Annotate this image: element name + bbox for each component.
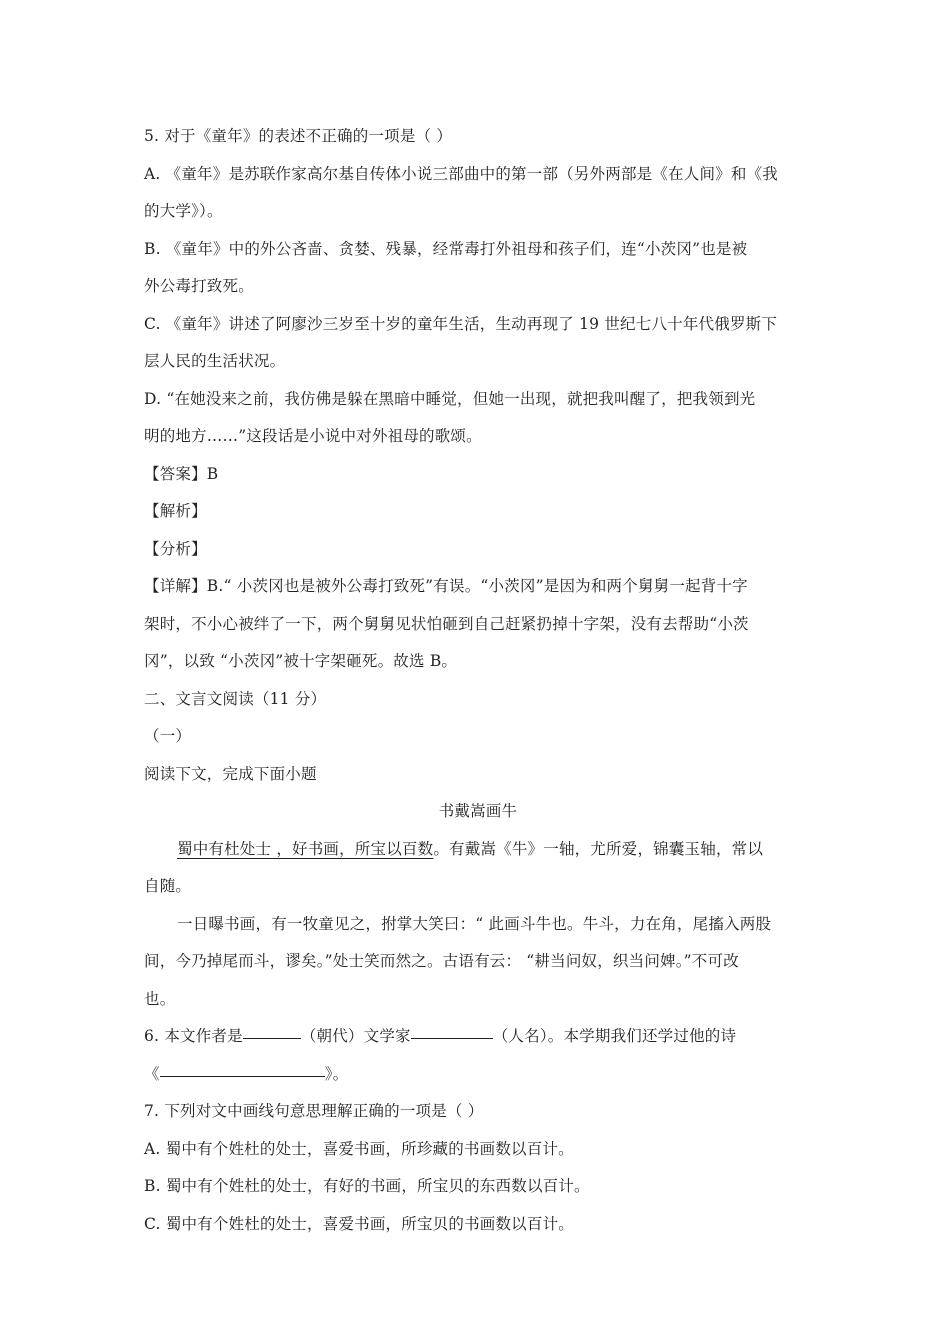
passage-p1-rest: 。有戴嵩《牛》一轴，尤所爱，锦囊玉轴，常以 xyxy=(433,839,764,858)
q5-option-a-line1: A. 《童年》是苏联作家高尔基自传体小说三部曲中的第一部（另外两部是《在人间》和《我 xyxy=(144,164,778,183)
q6-part-b: （朝代）文学家 xyxy=(300,1027,411,1045)
section-2-instruction: 阅读下文，完成下面小题 xyxy=(144,764,317,783)
q7-option-c: C. 蜀中有个姓杜的处士，喜爱书画，所宝贝的书画数以百计。 xyxy=(144,1214,574,1233)
q5-option-b-line1: B. 《童年》中的外公吝啬、贪婪、残暴，经常毒打外祖母和孩子们，连“小茨冈”也是被 xyxy=(144,239,748,258)
q5-fenxi-label: 【分析】 xyxy=(144,539,207,558)
document-page xyxy=(144,118,812,1243)
question-6-line1 xyxy=(144,1018,812,1056)
q5-option-c-line1: C. 《童年》讲述了阿廖沙三岁至十岁的童年生活，生动再现了 19 世纪七八十年代俄罗斯下 xyxy=(144,314,778,333)
q7-option-a: A. 蜀中有个姓杜的处士，喜爱书画，所珍藏的书画数以百计。 xyxy=(144,1139,574,1158)
passage-p2-line2: 间，今乃掉尾而斗，谬矣。”处士笑而然之。古语有云： “耕当问奴，织当问婢。”不可改 xyxy=(144,952,739,970)
q7-option-b: B. 蜀中有个姓杜的处士，有好的书画，所宝贝的东西数以百计。 xyxy=(144,1177,590,1195)
q5-answer: 【答案】B xyxy=(144,464,219,483)
section-2-title: 二、文言文阅读（11 分） xyxy=(144,689,327,708)
q6-part-a: 6. 本文作者是 xyxy=(144,1027,243,1045)
q5-detail-line3: 冈”，以致 “小茨冈”被十字架砸死。故选 B。 xyxy=(144,652,458,670)
q5-option-d-line2: 明的地方……”这段话是小说中对外祖母的歌颂。 xyxy=(144,427,482,445)
q5-option-d-line1: D. “在她没来之前，我仿佛是躲在黑暗中睡觉，但她一出现，就把我叫醒了，把我领到光 xyxy=(144,389,756,408)
passage-p1-line2: 自随。 xyxy=(144,877,192,895)
dynasty-blank[interactable] xyxy=(243,1037,301,1039)
question-5-stem: 5. 对于《童年》的表述不正确的一项是（ ） xyxy=(144,127,453,145)
underlined-sentence: 蜀中有杜处士 ，好书画，所宝以百数 xyxy=(177,839,434,858)
question-7-stem: 7. 下列对文中画线句意思理解正确的一项是（ ） xyxy=(144,1102,484,1120)
q5-option-a-line2: 的大学》）。 xyxy=(144,202,223,220)
q6-part-c: （人名）。本学期我们还学过他的诗 xyxy=(492,1027,737,1045)
q5-detail-line2: 架时，不小心被绊了一下，两个舅舅见状怕砸到自己赶紧扔掉十字架，没有去帮助“小茨 xyxy=(144,614,749,633)
section-2-sub: （一） xyxy=(144,727,192,745)
q6-part-e: 》。 xyxy=(324,1064,349,1083)
poem-title-blank[interactable] xyxy=(160,1075,325,1077)
passage-p1-line1 xyxy=(144,831,812,869)
q5-option-c-line2: 层人民的生活状况。 xyxy=(144,352,286,370)
q5-option-b-line2: 外公毒打致死。 xyxy=(144,277,254,295)
q5-analysis-label: 【解析】 xyxy=(144,502,207,520)
passage-title: 书戴嵩画牛 xyxy=(438,802,518,820)
q5-detail-line1: 【详解】B.“ 小茨冈也是被外公毒打致死”有误。“小茨冈”是因为和两个舅舅一起背十字 xyxy=(144,577,748,595)
passage-p2-line1: 一日曝书画，有一牧童见之，拊掌大笑曰：“ 此画斗牛也。牛斗，力在角，尾搐入两股 xyxy=(177,914,772,933)
passage-p2-line3: 也。 xyxy=(144,989,176,1008)
question-6-line2 xyxy=(144,1056,812,1094)
q6-part-d: 《 xyxy=(144,1064,160,1083)
author-name-blank[interactable] xyxy=(411,1037,493,1039)
